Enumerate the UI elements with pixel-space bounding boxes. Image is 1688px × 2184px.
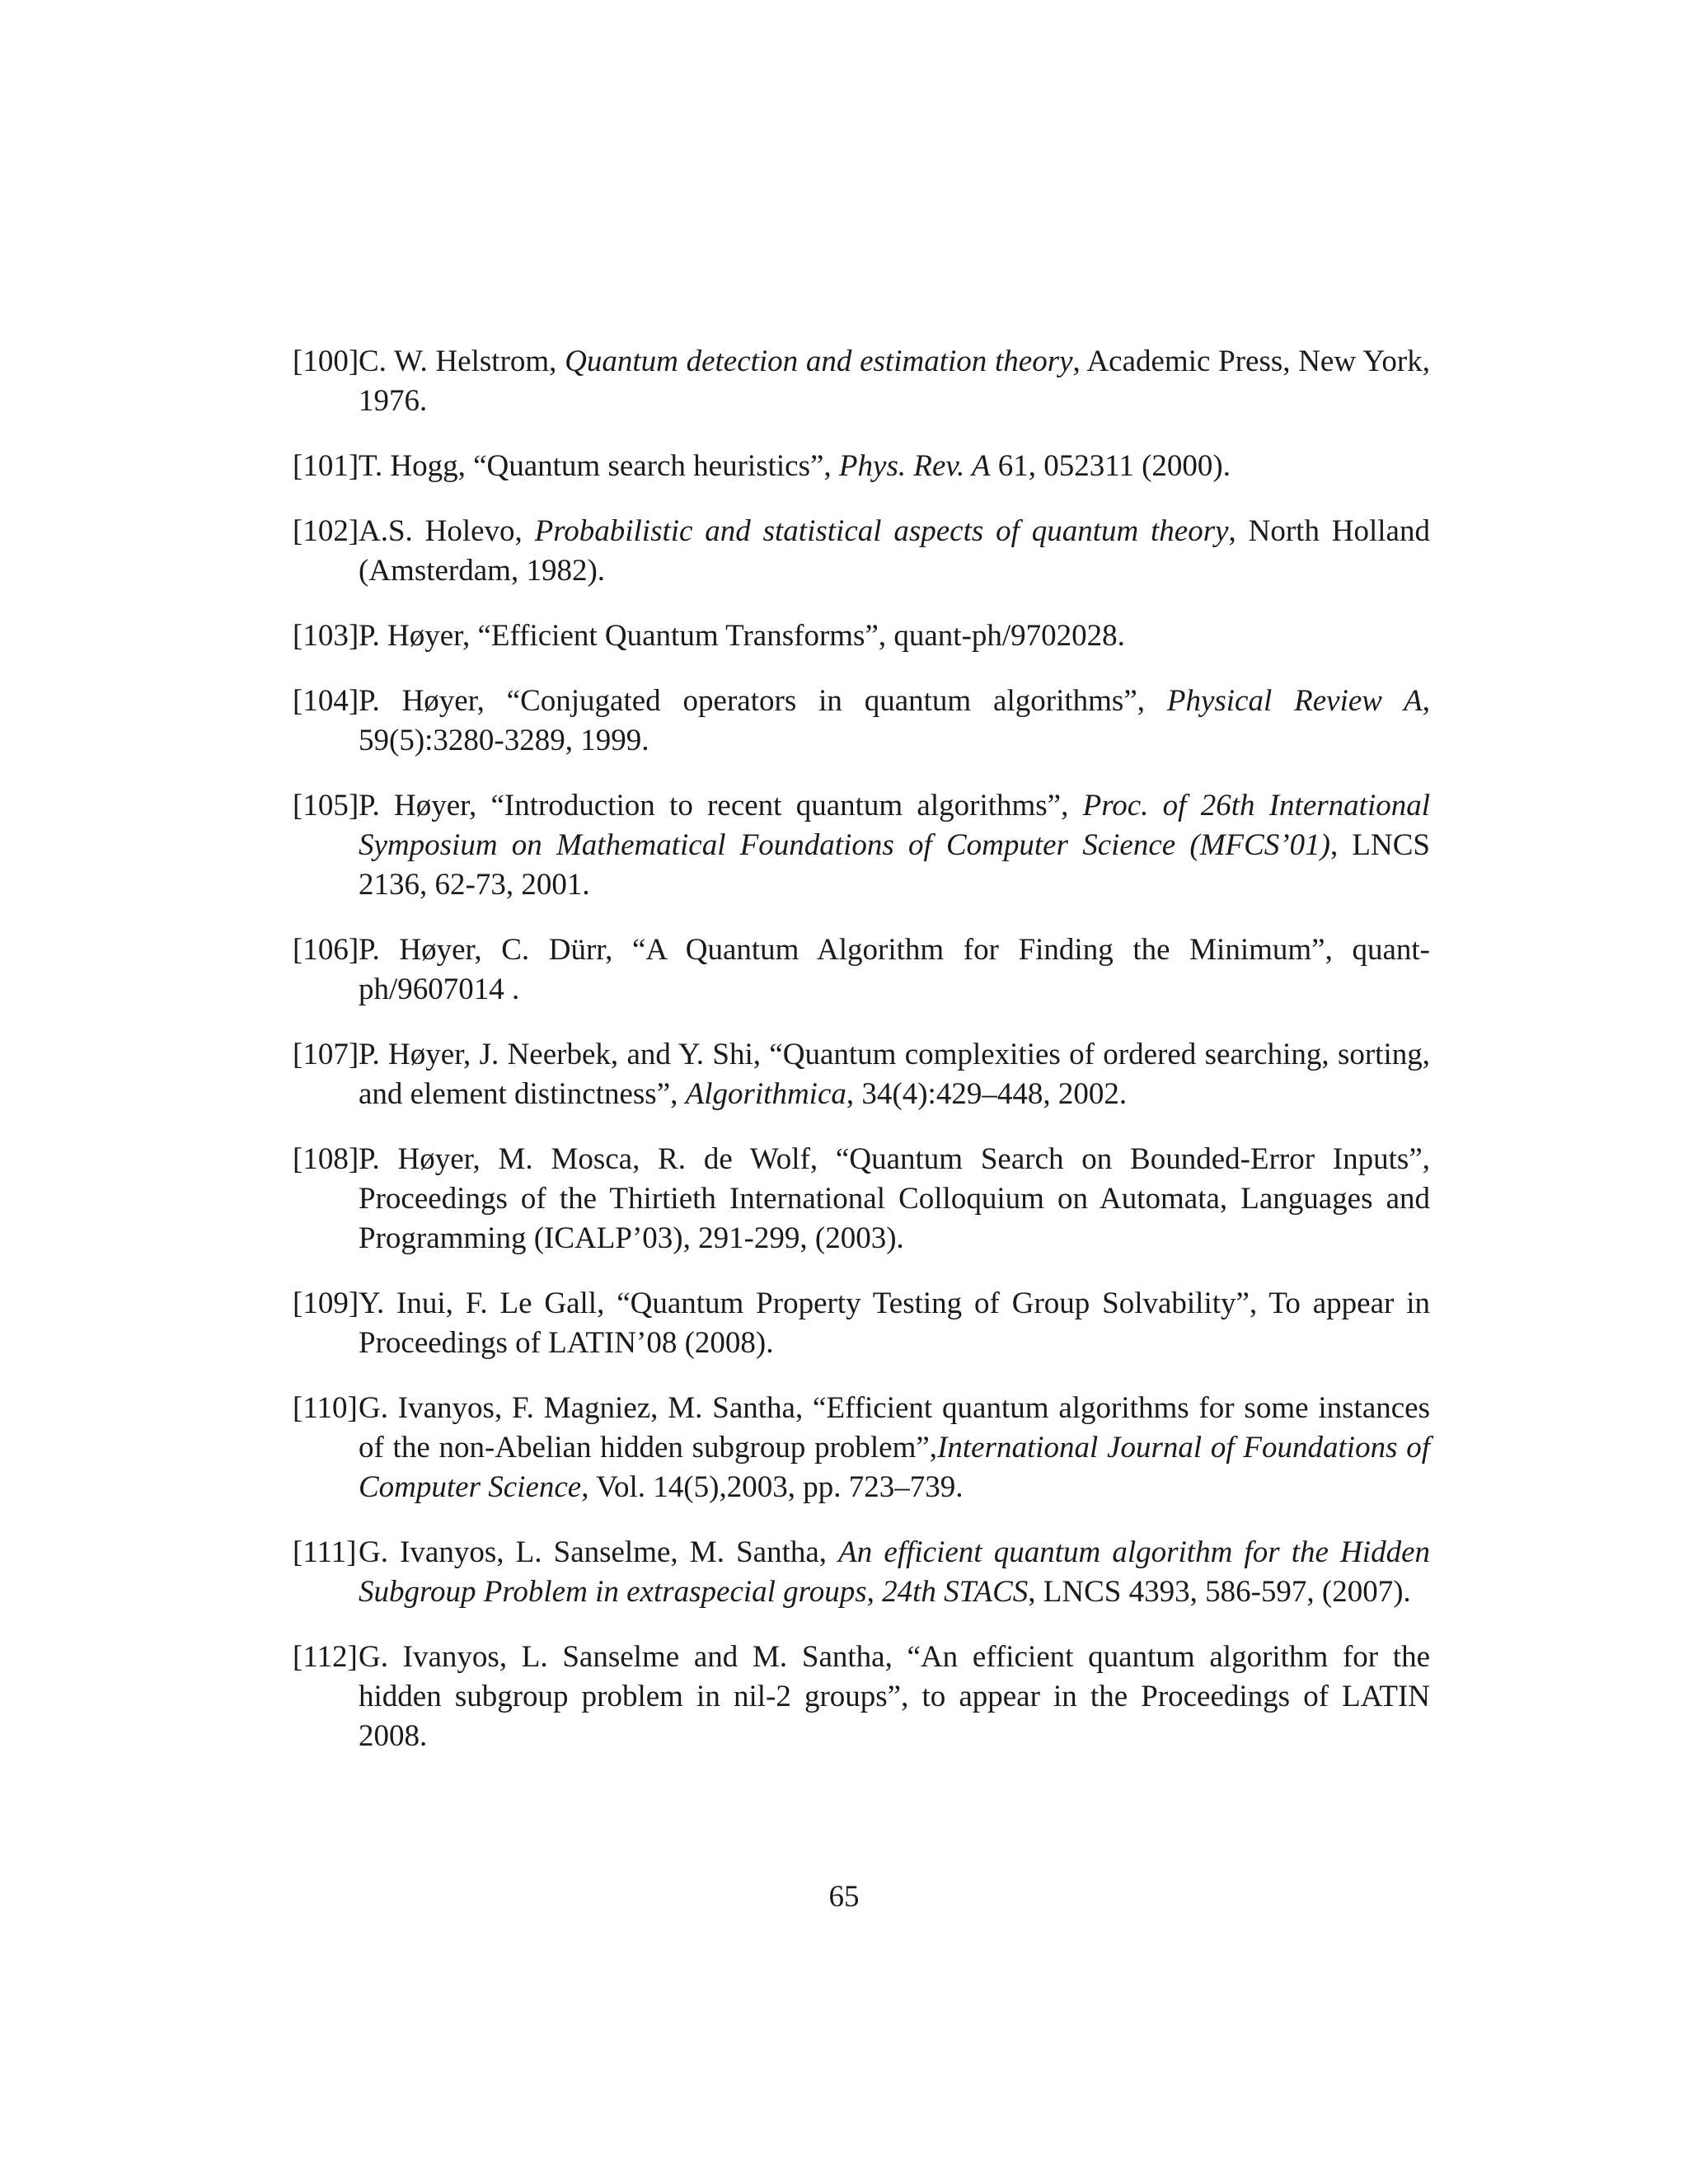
reference-italic-segment: Quantum detection and estimation theory [565, 344, 1073, 378]
reference-segment: P. Høyer, “Conjugated operators in quantum algorithms”, [359, 684, 1167, 718]
reference-segment: T. Hogg, “Quantum search heuristics”, [359, 449, 839, 483]
reference-segment: , Academic Press, New York, 1976. [359, 344, 1430, 418]
reference-item [293, 616, 1430, 656]
reference-text [359, 1286, 1430, 1360]
reference-text [359, 933, 1430, 1006]
reference-text [359, 1640, 1430, 1753]
reference-item [293, 1638, 1430, 1756]
reference-segment: P. Høyer, “Efficient Quantum Transforms”, quant-ph/9702028. [359, 619, 1125, 653]
reference-segment: , LNCS 4393, 586-597, (2007). [1028, 1575, 1411, 1609]
reference-text [359, 344, 1430, 418]
reference-list [293, 342, 1430, 1782]
reference-label: [109] [293, 1286, 359, 1320]
reference-segment: , LNCS 2136, 62-73, 2001. [359, 828, 1430, 902]
reference-item [293, 512, 1430, 591]
reference-label: [102] [293, 514, 359, 548]
reference-label: [108] [293, 1142, 359, 1176]
reference-italic-segment: Proc. of 26th International Symposium on Mathematical Foundations of Computer Science (MFCS’01) [359, 789, 1431, 862]
reference-segment: A.S. Holevo, [359, 514, 535, 548]
reference-item [293, 342, 1430, 421]
reference-segment: G. Ivanyos, F. Magniez, M. Santha, “Efficient quantum algorithms for some instances of the non-Abelian hidden subgroup problem”, [359, 1391, 1430, 1465]
reference-segment: C. W. Helstrom, [359, 344, 565, 378]
reference-segment: , 34(4):429–448, 2002. [846, 1077, 1128, 1111]
reference-segment: Y. Inui, F. Le Gall, “Quantum Property Testing of Group Solvability”, To appear in Proceedings of LATIN’08 (2008). [359, 1286, 1430, 1360]
reference-segment: , 59(5):3280-3289, 1999. [359, 684, 1430, 757]
reference-italic-segment: International Journal of Foundations of Computer Science [359, 1431, 1430, 1504]
reference-text [359, 1535, 1430, 1609]
reference-segment: 61, 052311 (2000). [990, 449, 1231, 483]
reference-item [293, 786, 1430, 905]
reference-item [293, 1035, 1430, 1114]
reference-label: [111] [293, 1535, 357, 1569]
reference-segment: , Vol. 14(5),2003, pp. 723–739. [581, 1470, 964, 1504]
reference-label: [104] [293, 684, 359, 718]
reference-segment: P. Høyer, C. Dürr, “A Quantum Algorithm for Finding the Minimum”, quant-ph/9607014 . [359, 933, 1430, 1006]
reference-label: [103] [293, 619, 359, 653]
reference-item [293, 682, 1430, 761]
reference-item [293, 1389, 1430, 1507]
reference-italic-segment: Probabilistic and statistical aspects of quantum theory [534, 514, 1229, 548]
page-number: 65 [828, 1880, 860, 1914]
reference-italic-segment: Physical Review A [1166, 684, 1423, 718]
reference-segment: , [866, 1575, 883, 1609]
reference-item [293, 1533, 1430, 1612]
reference-segment: G. Ivanyos, L. Sanselme and M. Santha, “An efficient quantum algorithm for the hidden subgroup problem in nil-2 groups”, to appear in the Proceedings of LATIN 2008. [359, 1640, 1430, 1753]
reference-segment: P. Høyer, J. Neerbek, and Y. Shi, “Quantum complexities of ordered searching, sorting, and element distinctness”, [359, 1038, 1430, 1111]
reference-text [359, 449, 1231, 483]
reference-italic-segment: Phys. Rev. A [838, 449, 991, 483]
reference-label: [112] [293, 1640, 358, 1674]
reference-text [359, 684, 1430, 757]
reference-text [359, 619, 1125, 653]
reference-label: [101] [293, 449, 359, 483]
reference-item [293, 930, 1430, 1010]
reference-segment: P. Høyer, M. Mosca, R. de Wolf, “Quantum Search on Bounded-Error Inputs”, Proceedings of the Thirtieth International Colloquium on Automata, Languages and Programming (ICALP’03), 291-299, (2003). [359, 1142, 1430, 1255]
reference-label: [110] [293, 1391, 358, 1425]
reference-italic-segment: An efficient quantum algorithm for the Hidden Subgroup Problem in extraspecial groups [359, 1535, 1430, 1609]
reference-italic-segment: 24th STACS [882, 1575, 1029, 1609]
reference-item [293, 1284, 1430, 1363]
reference-text [359, 1142, 1430, 1255]
reference-segment: , North Holland (Amsterdam, 1982). [359, 514, 1430, 588]
reference-text [359, 1391, 1430, 1504]
reference-text [359, 1038, 1430, 1111]
reference-italic-segment: Algorithmica [685, 1077, 846, 1111]
reference-item [293, 447, 1430, 486]
reference-label: [107] [293, 1038, 359, 1071]
reference-label: [106] [293, 933, 359, 967]
reference-label: [105] [293, 789, 359, 823]
reference-item [293, 1140, 1430, 1258]
reference-segment: P. Høyer, “Introduction to recent quantum algorithms”, [359, 789, 1083, 823]
reference-label: [100] [293, 344, 359, 378]
reference-segment: G. Ivanyos, L. Sanselme, M. Santha, [359, 1535, 839, 1569]
reference-text [359, 514, 1430, 588]
reference-text [359, 789, 1430, 902]
